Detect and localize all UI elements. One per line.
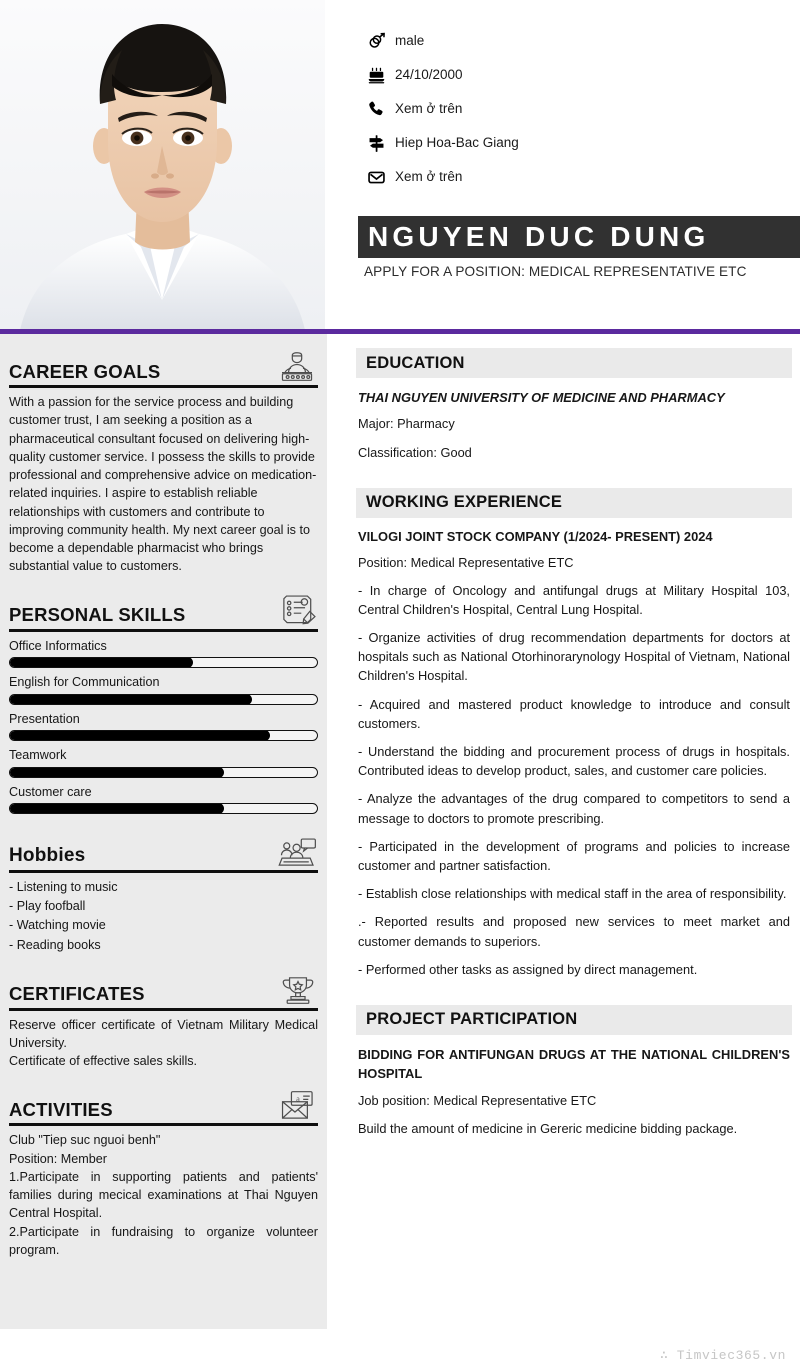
section-education — [356, 348, 792, 462]
activity-position: Position: Member — [9, 1151, 107, 1166]
experience-position: Position: Medical Representative ETC — [358, 554, 574, 570]
experience-bullet: - Establish close relationships with medical staff in the area of responsibility. — [358, 886, 787, 902]
experience-bullet: - Participated in the development of programs and policies to increase customer and partner satisfaction. — [358, 838, 790, 873]
project-participation-title: PROJECT PARTICIPATION — [366, 1010, 578, 1029]
activities-header — [9, 1086, 318, 1126]
contact-value-address: Hiep Hoa-Bac Giang — [395, 135, 519, 151]
personal-skills-title: PERSONAL SKILLS — [9, 604, 186, 626]
experience-bullet: - Acquired and mastered product knowledge to introduce and consult customers. — [358, 696, 790, 731]
certificate-line: Reserve officer certificate of Vietnam Military Medical University. — [9, 1017, 318, 1050]
activity-club: Club "Tiep suc nguoi benh" — [9, 1133, 161, 1148]
birthday-cake-icon — [367, 66, 393, 85]
activities-body — [9, 1131, 318, 1259]
personal-skills-header — [9, 592, 318, 632]
avatar — [0, 0, 325, 330]
certificate-line: Certificate of effective sales skills. — [9, 1054, 198, 1069]
phone-icon — [367, 100, 393, 118]
contact-value-email: Xem ở trên — [395, 169, 463, 185]
project-description: Build the amount of medicine in Gereric medicine bidding package. — [358, 1120, 738, 1136]
education-header — [356, 348, 792, 378]
list-item: - Watching movie — [9, 918, 106, 933]
skill-progress-fill — [9, 767, 224, 778]
activity-item: 2.Participate in fundraising to organize volunteer program. — [9, 1224, 318, 1257]
contact-list — [367, 24, 787, 194]
education-major: Major: Pharmacy — [358, 416, 455, 432]
skill-label: English for Communication — [9, 675, 160, 690]
presentation-people-icon — [272, 833, 318, 867]
project-participation-header — [356, 1005, 792, 1035]
list-item: - Play foofball — [9, 899, 86, 914]
education-body — [356, 388, 792, 462]
working-experience-body — [356, 528, 792, 979]
section-activities — [9, 1086, 318, 1259]
activities-title: ACTIVITIES — [9, 1099, 113, 1121]
contact-value-birthday: 24/10/2000 — [395, 67, 463, 83]
experience-bullet: - Understand the bidding and procurement process of drugs in hospitals. Contributed ideas to develop product, sales, and customer care policies. — [358, 744, 790, 779]
section-personal-skills — [9, 592, 318, 815]
career-goals-title: CAREER GOALS — [9, 360, 161, 382]
spacer — [9, 578, 318, 592]
experience-bullet: - Performed other tasks as assigned by direct management. — [358, 961, 698, 977]
section-certificates — [9, 971, 318, 1071]
main-content — [356, 348, 792, 1142]
spacer — [356, 466, 792, 488]
mail-envelope-icon — [272, 1086, 318, 1120]
section-project-participation — [356, 1005, 792, 1138]
education-school: THAI NGUYEN UNIVERSITY OF MEDICINE AND PHARMACY — [358, 390, 725, 405]
skill-progress-bar — [9, 657, 318, 668]
checklist-pencil-icon — [272, 592, 318, 626]
skill-progress-fill — [9, 657, 193, 668]
spacer — [9, 957, 318, 971]
hobbies-title: Hobbies — [9, 845, 86, 867]
project-job-position: Job position: Medical Representative ETC — [358, 1092, 597, 1108]
working-experience-title: WORKING EXPERIENCE — [366, 493, 563, 512]
skill-item — [9, 710, 318, 742]
spacer — [356, 983, 792, 1005]
watermark: ∴ Timviec365.vn — [659, 1348, 786, 1363]
skill-progress-fill — [9, 694, 252, 705]
personal-skills-list — [9, 637, 318, 815]
working-experience-header — [356, 488, 792, 518]
skill-item — [9, 746, 318, 778]
skill-progress-bar — [9, 730, 318, 741]
project-participation-body — [356, 1045, 792, 1138]
skill-progress-bar — [9, 803, 318, 814]
contact-row-gender — [367, 24, 787, 58]
skill-label: Customer care — [9, 784, 92, 799]
certificates-title: CERTIFICATES — [9, 983, 145, 1005]
list-item: - Listening to music — [9, 880, 118, 895]
section-hobbies — [9, 833, 318, 955]
section-working-experience — [356, 488, 792, 979]
hobbies-header — [9, 833, 318, 873]
cv-body — [0, 334, 800, 1371]
activity-item: 1.Participate in supporting patients and patients' families during mecical examinations at Thai Nguyen Central Hospital. — [9, 1169, 318, 1221]
skill-item — [9, 783, 318, 815]
cv-header — [0, 0, 800, 330]
skill-progress-bar — [9, 694, 318, 705]
education-title: EDUCATION — [366, 353, 465, 372]
career-goals-text: With a passion for the service process and building customer trust, I am seeking a position as a pharmaceutical consultant focused on delivering high-quality customer service. I possess the skills to provide professional and comprehensive advice on medication-related inquiries. I aspire to establish reliable relationships with customers and contribute to improving community health. My next career goal is to become a dependable pharmacist who brings substantial value to customers. — [9, 395, 317, 574]
signpost-icon — [367, 134, 393, 153]
career-goals-header — [9, 348, 318, 388]
skill-progress-fill — [9, 803, 224, 814]
page-title: NGUYEN DUC DUNG — [368, 221, 710, 252]
experience-bullet: - Analyze the advantages of the drug compared to competitors to send a message to doctors to promote prescribing. — [358, 791, 790, 826]
spacer — [9, 1072, 318, 1086]
hobbies-list — [9, 878, 318, 955]
spacer — [9, 819, 318, 833]
list-item: - Reading books — [9, 937, 101, 952]
skill-label: Teamwork — [9, 748, 67, 763]
name-banner — [358, 216, 800, 258]
skill-progress-bar — [9, 767, 318, 778]
skill-item — [9, 637, 318, 669]
experience-bullet: - In charge of Oncology and antifungal drugs at Military Hospital 103, Central Children's Hospital, Central Lung Hospital. — [358, 582, 790, 617]
skill-progress-fill — [9, 730, 270, 741]
career-goals-body — [9, 393, 318, 576]
certificates-header — [9, 971, 318, 1011]
skill-item — [9, 673, 318, 705]
contact-row-email — [367, 160, 787, 194]
gender-male-icon — [367, 32, 393, 51]
contact-row-phone — [367, 92, 787, 126]
skill-label: Office Informatics — [9, 638, 107, 653]
sidebar — [0, 334, 327, 1329]
envelope-icon — [367, 168, 393, 187]
education-classification: Classification: Good — [358, 444, 472, 460]
contact-value-phone: Xem ở trên — [395, 101, 463, 117]
experience-company: VILOGI JOINT STOCK COMPANY (1/2024- PRESENT) 2024 — [358, 528, 713, 544]
project-title: BIDDING FOR ANTIFUNGAN DRUGS AT THE NATIONAL CHILDREN'S HOSPITAL — [358, 1046, 790, 1082]
apply-position-line: APPLY FOR A POSITION: MEDICAL REPRESENTATIVE ETC — [364, 264, 747, 279]
contact-value-gender: male — [395, 33, 425, 49]
trophy-icon — [272, 971, 318, 1005]
section-career-goals — [9, 348, 318, 576]
svg-text:a: a — [296, 1094, 300, 1105]
experience-bullet: - Organize activities of drug recommendation departments for doctors at hospitals such as National Otorhinorarynology Hospital of Vietnam, National Children's Hospital. — [358, 630, 790, 684]
skill-label: Presentation — [9, 711, 80, 726]
certificates-body — [9, 1016, 318, 1071]
contact-row-birthday — [367, 58, 787, 92]
career-person-icon — [272, 348, 318, 382]
contact-row-address — [367, 126, 787, 160]
experience-bullet: .- Reported results and proposed new services to meet market and customer demands to superiors. — [358, 914, 790, 949]
